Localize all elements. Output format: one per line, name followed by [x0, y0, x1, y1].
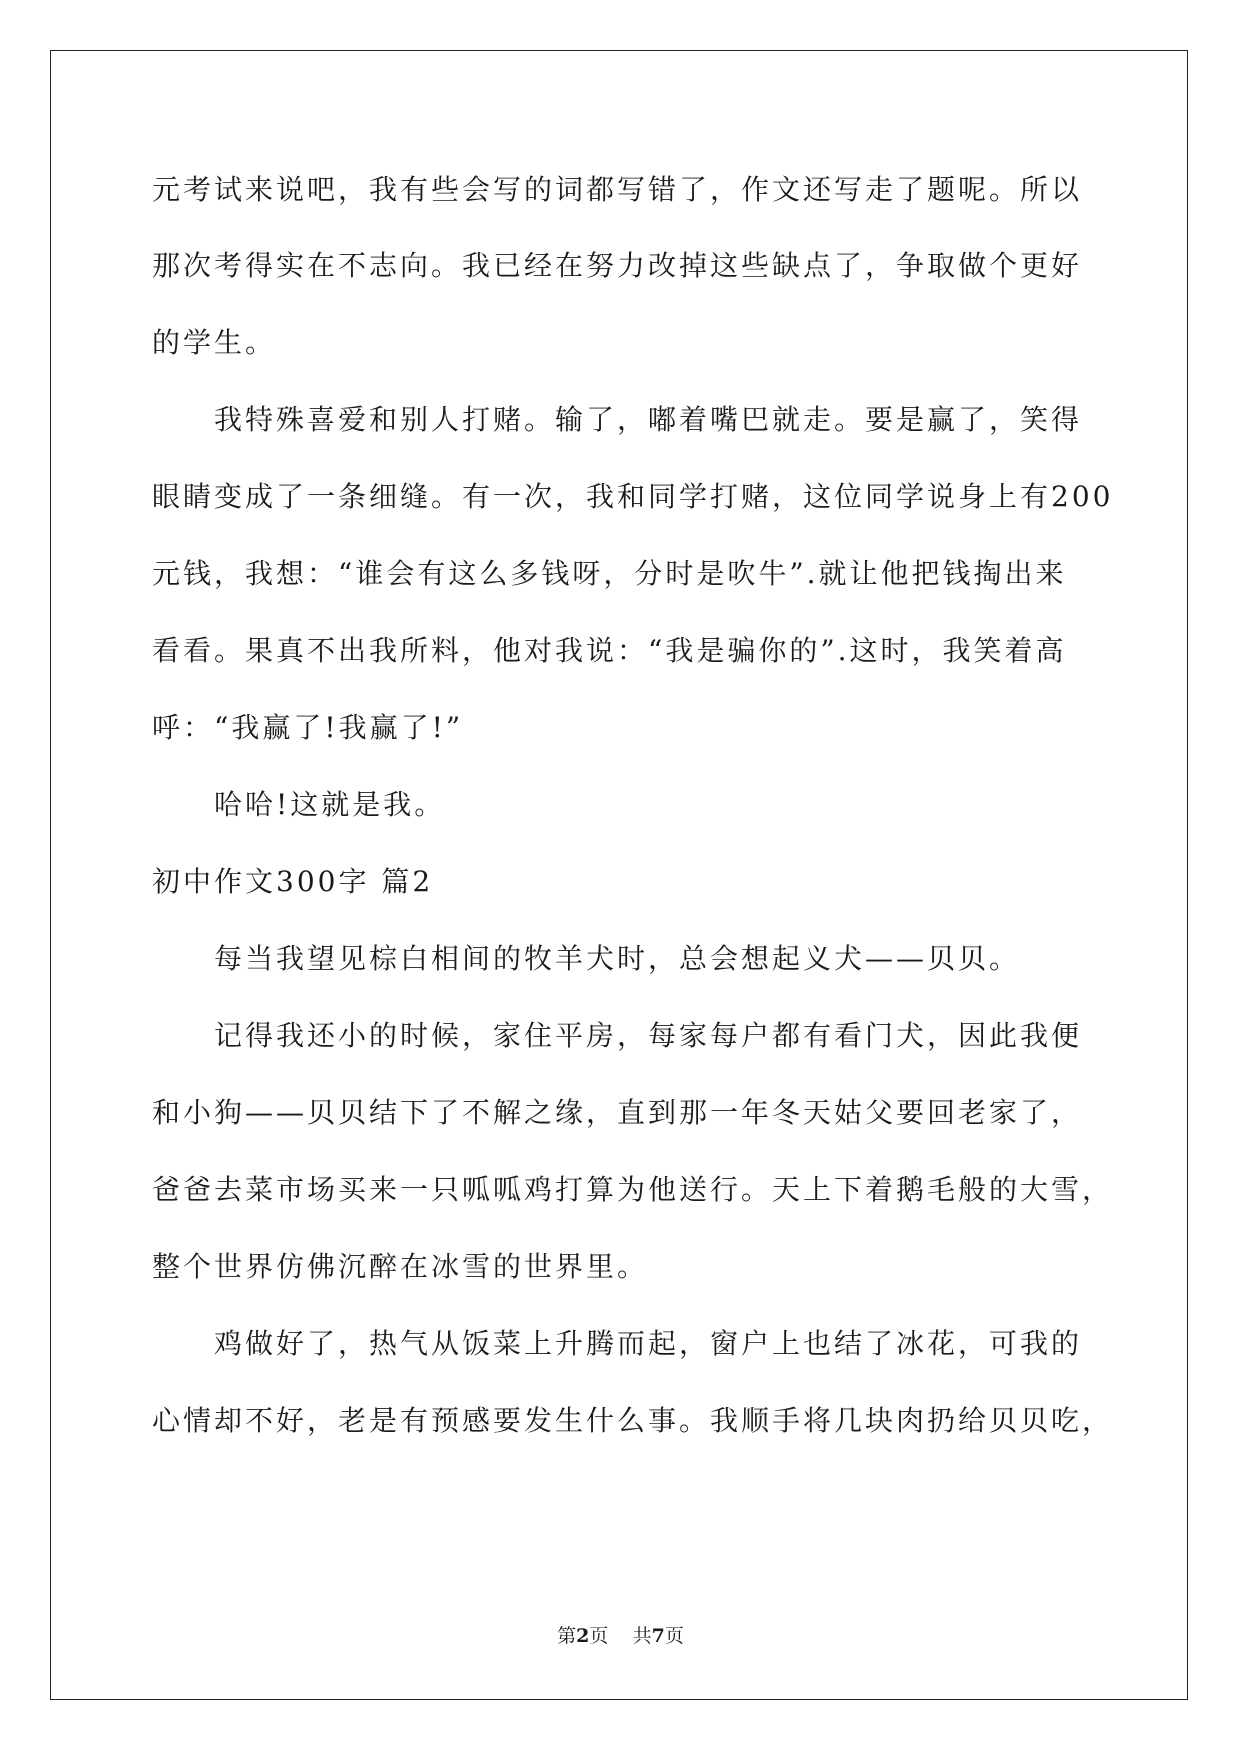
paragraph-start-line: 鸡做好了，热气从饭菜上升腾而起，窗户上也结了冰花，可我的	[214, 1327, 1083, 1360]
text-line: 爸爸去菜市场买来一只呱呱鸡打算为他送行。天上下着鹅毛般的大雪，	[152, 1173, 1114, 1206]
text-line: 的学生。	[152, 326, 277, 359]
footer-total-prefix: 共	[632, 1625, 652, 1647]
text-line: 整个世界仿佛沉醉在冰雪的世界里。	[152, 1250, 649, 1283]
page-footer	[0, 1623, 1241, 1649]
paragraph-start-line: 每当我望见棕白相间的牧羊犬时，总会想起义犬——贝贝。	[214, 942, 1021, 975]
text-line: 那次考得实在不志向。我已经在努力改掉这些缺点了，争取做个更好	[152, 249, 1083, 282]
paragraph-start-line: 我特殊喜爱和别人打赌。输了，嘟着嘴巴就走。要是赢了，笑得	[214, 403, 1083, 436]
footer-prefix: 第	[557, 1625, 577, 1647]
text-line: 元钱，我想：“谁会有这么多钱呀，分时是吹牛”.就让他把钱掏出来	[152, 557, 1067, 590]
footer-page-unit: 页	[589, 1625, 609, 1647]
paragraph-start-line: 记得我还小的时候，家住平房，每家每户都有看门犬，因此我便	[214, 1019, 1083, 1052]
current-page-number: 2	[576, 1625, 590, 1647]
text-line: 眼睛变成了一条细缝。有一次，我和同学打赌，这位同学说身上有200	[152, 480, 1114, 513]
text-line: 呼：“我赢了!我赢了!”	[152, 711, 464, 744]
total-page-count: 7	[651, 1625, 665, 1647]
text-line: 心情却不好，老是有预感要发生什么事。我顺手将几块肉扔给贝贝吃，	[152, 1404, 1114, 1437]
section-heading: 初中作文300字 篇2	[152, 865, 434, 898]
text-line: 和小狗——贝贝结下了不解之缘，直到那一年冬天姑父要回老家了，	[152, 1096, 1083, 1129]
footer-total-unit: 页	[664, 1625, 684, 1647]
paragraph-start-line: 哈哈!这就是我。	[214, 788, 446, 821]
text-line: 看看。果真不出我所料，他对我说：“我是骗你的”.这时，我笑着高	[152, 634, 1067, 667]
text-line: 元考试来说吧，我有些会写的词都写错了，作文还写走了题呢。所以	[152, 173, 1083, 206]
